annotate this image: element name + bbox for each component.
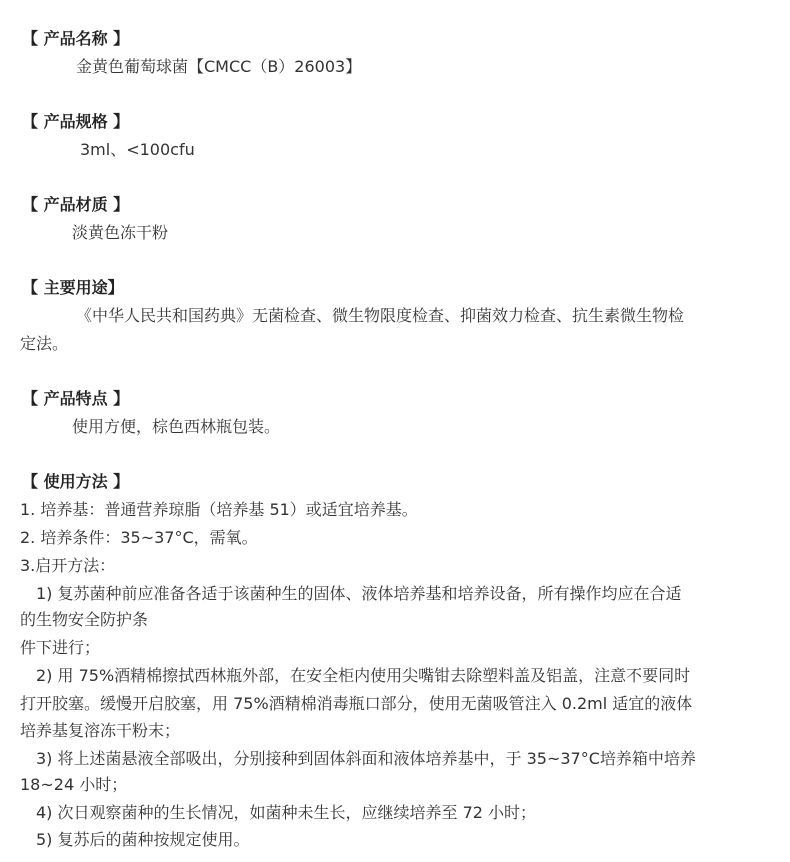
heading-main-usage: 【 主要用途】 bbox=[22, 278, 124, 297]
product-features-text: 使用方便，棕色西林瓶包装。 bbox=[72, 417, 281, 436]
method-line: 3.启开方法： bbox=[20, 556, 116, 575]
product-material-text: 淡黄色冻干粉 bbox=[72, 223, 169, 242]
method-line: 4) 次日观察菌种的生长情况，如菌种未生长，应继续培养至 72 小时； bbox=[36, 803, 537, 822]
method-line: 2. 培养条件：35~37°C，需氧。 bbox=[20, 528, 258, 547]
method-line: 1. 培养基：普通营养琼脂（培养基 51）或适宜培养基。 bbox=[20, 500, 418, 519]
method-line: 打开胶塞。缓慢开启胶塞，用 75%酒精棉消毒瓶口部分，使用无菌吸管注入 0.2ml 适宜的液体 bbox=[20, 694, 693, 713]
method-line: 件下进行； bbox=[20, 638, 101, 657]
main-usage-text-line1: 《中华人民共和国药典》无菌检查、微生物限度检查、抑菌效力检查、抗生素微生物检 bbox=[76, 306, 685, 325]
heading-product-material: 【 产品材质 】 bbox=[22, 195, 130, 214]
heading-product-spec: 【 产品规格 】 bbox=[22, 112, 130, 131]
method-line: 5) 复苏后的菌种按规定使用。 bbox=[36, 830, 250, 849]
product-name-text: 金黄色葡萄球菌【CMCC（B）26003】 bbox=[76, 57, 362, 76]
method-line: 2) 用 75%酒精棉擦拭西林瓶外部，在安全柜内使用尖嘴钳去除塑料盖及铝盖，注意不要同时 bbox=[36, 666, 691, 685]
method-line: 1) 复苏菌种前应准备各适于该菌种生的固体、液体培养基和培养设备，所有操作均应在合适 bbox=[36, 584, 682, 603]
heading-usage-method: 【 使用方法 】 bbox=[22, 472, 130, 491]
heading-product-name: 【 产品名称 】 bbox=[22, 29, 130, 48]
method-line: 培养基复溶冻干粉末； bbox=[20, 721, 181, 740]
main-usage-text-line2: 定法。 bbox=[20, 334, 69, 353]
method-line: 3) 将上述菌悬液全部吸出，分别接种到固体斜面和液体培养基中，于 35~37°C培养箱中培养 bbox=[36, 749, 696, 768]
heading-product-features: 【 产品特点 】 bbox=[22, 389, 130, 408]
product-spec-text: 3ml、<100cfu bbox=[80, 140, 195, 159]
method-line: 的生物安全防护条 bbox=[20, 610, 149, 629]
method-line: 18~24 小时； bbox=[20, 775, 128, 794]
